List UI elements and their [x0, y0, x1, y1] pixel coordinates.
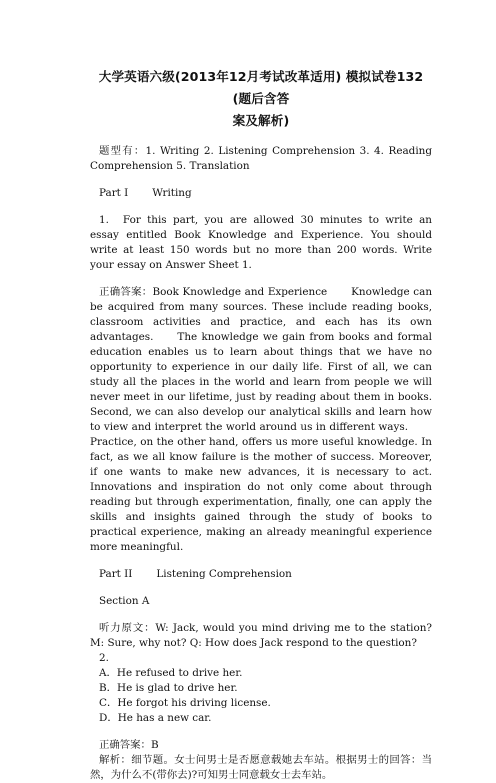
q2-option-d: D．He has a new car. — [99, 712, 212, 724]
part1-name: Writing — [152, 187, 192, 199]
question-1 — [90, 213, 432, 273]
answer1-label: 正确答案： — [99, 286, 153, 298]
q2-option-b: B．He is glad to drive her. — [99, 682, 238, 694]
part2-label: Part II — [99, 568, 133, 580]
document-title — [90, 66, 432, 132]
transcript-label: 听力原文： — [99, 622, 156, 634]
title-line-2: 案及解析) — [232, 113, 290, 128]
transcript-text: W: Jack, would you mind driving me to the station? M: Sure, why not? Q: How does Jack respond to the question? — [90, 622, 432, 649]
title-line-1: 大学英语六级(2013年12月考试改革适用) 模拟试卷132 (题后含答 — [98, 69, 424, 106]
q2-option-a: A．He refused to drive her. — [99, 667, 243, 679]
explanation: 解析：细节题。女士问男士是否愿意载她去车站。根据男士的回答：当然，为什么不(带你去)?可知男士同意载女士去车站。 — [90, 754, 432, 781]
part2-name: Listening Comprehension — [156, 568, 292, 580]
answer-2: 正确答案：B — [99, 739, 159, 751]
question-types: 题型有：1. Writing 2. Listening Comprehension 3. 4. Reading Comprehension 5. Translation — [90, 145, 432, 172]
q2-option-c: C．He forgot his driving license. — [99, 697, 271, 709]
essay-paragraph-3: Practice, on the other hand, offers us more useful knowledge. In fact, as we all know failure is the mother of success. Moreover, if one wants to make new advances, it is necessary to act. Innovations and inspiration do not only come about through reading but through experimentation, finally, one can apply the skills and insights gained through the study of books to practical experience, making an already meaningful experience more meaningful. — [90, 436, 432, 553]
essay-paragraph-1: Knowledge can be acquired from many sources. These include reading books, classroom activities and practice, and each has its own advantages. — [90, 286, 433, 343]
section-a-heading: Section A — [99, 595, 150, 607]
q2-number: 2. — [99, 652, 109, 664]
transcript — [90, 621, 432, 651]
q1-text: For this part, you are allowed 30 minutes to write an essay entitled Book Knowledge and Experience. You should write at least 150 words but no more than 200 words. Write your essay on Answer Sheet 1. — [90, 214, 432, 271]
essay-paragraph-2: The knowledge we gain from books and formal education enables us to learn about things that we have no opportunity to experience in our daily life. First of all, we can study all the places in the world and learn from people we will never meet in our lifetime, just by reading about them in books. Second, we can also develop our analytical skills and learn how to view and interpret the world around us in different ways. — [90, 331, 432, 433]
essay-title: Book Knowledge and Experience — [152, 286, 328, 298]
answer-1 — [90, 285, 432, 555]
part2-heading — [90, 567, 432, 582]
document-page — [90, 66, 432, 783]
part1-heading — [90, 186, 432, 201]
q1-number: 1. — [99, 214, 109, 226]
part1-label: Part I — [99, 187, 129, 199]
